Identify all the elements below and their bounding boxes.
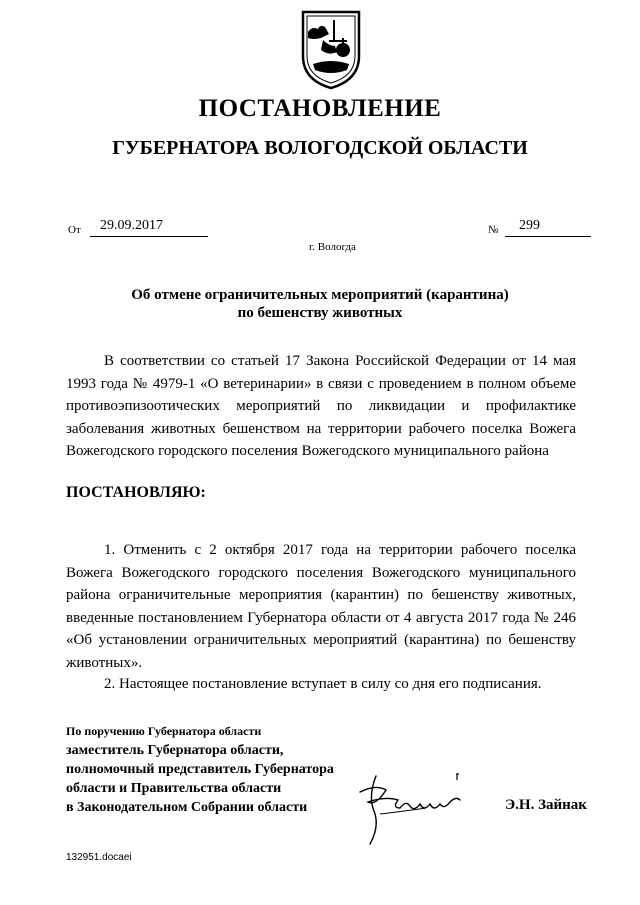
subject-line-2: по бешенству животных [237, 305, 403, 321]
signatory-line-4: области и Правительства области [66, 781, 282, 796]
resolve-heading: ПОСТАНОВЛЯЮ: [66, 484, 206, 501]
handwritten-signature [346, 756, 476, 856]
item-1-paragraph: 1. Отменить с 2 октября 2017 года на территории рабочего поселка Вожега Вожегодского городского поселения Вожегодского муниципального района ограничительные мероприятия (карантин) по бешенству животных, введенные постановлением Губернатора области от 4 августа 2017 года № 246 «Об установлении ограничительных мероприятий (карантина) по бешенству животных». [66, 542, 576, 671]
city-label: г. Вологда [309, 241, 356, 253]
number-prefix: № [488, 224, 499, 236]
file-code: 132951.docaei [66, 852, 132, 863]
preamble-paragraph: В соответствии со статьей 17 Закона Российской Федерации от 14 мая 1993 года № 4979-1 «О ветеринарии» в связи с проведением в полном объеме противоэпизоотических мероприятий по ликвидации и профилактике заболевания животных бешенством на территории рабочего поселка Вожега Вожегодского городского поселения Вожегодского муниципального района [66, 353, 576, 459]
signatory-line-1: По поручению Губернатора области [66, 724, 262, 738]
signatory-title-block [66, 722, 334, 817]
signatory-name: Э.Н. Зайнак [505, 797, 587, 813]
document-subject [0, 286, 640, 322]
date-underline [90, 236, 208, 237]
subject-line-1: Об отмене ограничительных мероприятий (карантина) [131, 287, 509, 303]
number-value: 299 [519, 218, 540, 233]
signatory-line-5: в Законодательном Собрании области [66, 800, 308, 815]
date-value: 29.09.2017 [100, 218, 163, 233]
coat-of-arms-emblem [299, 10, 363, 90]
document-title: ПОСТАНОВЛЕНИЕ [198, 95, 442, 122]
number-underline [505, 236, 591, 237]
signatory-line-3: полномочный представитель Губернатора [66, 762, 334, 777]
signatory-line-2: заместитель Губернатора области, [66, 743, 284, 758]
document-subtitle: ГУБЕРНАТОРА ВОЛОГОДСКОЙ ОБЛАСТИ [112, 137, 528, 159]
date-prefix: От [68, 224, 81, 236]
item-2-paragraph: 2. Настоящее постановление вступает в силу со дня его подписания. [104, 676, 542, 692]
